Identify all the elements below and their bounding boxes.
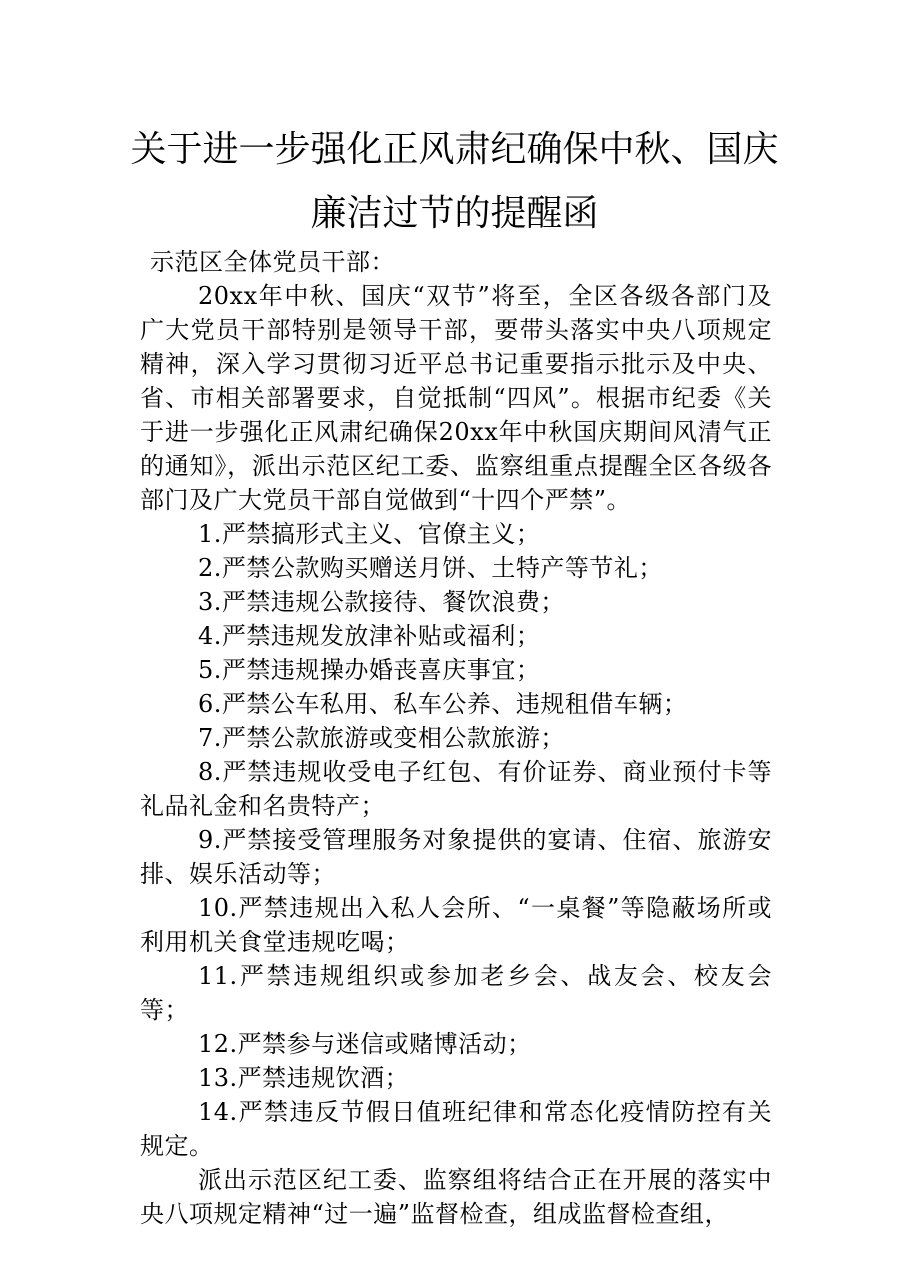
prohibition-item-6: 6.严禁公车私用、私车公养、违规租借车辆； <box>198 690 688 718</box>
prohibition-item-3: 3.严禁违规公款接待、餐饮浪费； <box>198 588 565 616</box>
prohibition-item-1: 1.严禁搞形式主义、官僚主义； <box>198 520 541 548</box>
prohibition-item-2: 2.严禁公款购买赠送月饼、土特产等节礼； <box>198 554 663 582</box>
prohibition-item-9: 9.严禁接受管理服务对象提供的宴请、住宿、旅游安排、娱乐活动等； <box>140 826 772 888</box>
prohibition-item-11: 11.严禁违规组织或参加老乡会、战友会、校友会等； <box>140 962 772 1024</box>
intro-paragraph: 20xx年中秋、国庆“双节”将至，全区各级各部门及广大党员干部特别是领导干部，要带头落实中央八项规定精神，深入学习贯彻习近平总书记重要指示批示及中央、省、市相关部署要求，自觉抵制“四风”。根据市纪委《关于进一步强化正风肃纪确保20xx年中秋国庆期间风清气正的通知》，派出示范区纪工委、监察组重点提醒全区各级各部门及广大党员干部自觉做到“十四个严禁”。 <box>140 282 772 514</box>
prohibition-item-14: 14.严禁违反节假日值班纪律和常态化疫情防控有关规定。 <box>140 1098 772 1160</box>
prohibition-item-13: 13.严禁违规饮酒； <box>198 1064 410 1092</box>
salutation: 示范区全体党员干部： <box>150 248 395 276</box>
prohibition-item-7: 7.严禁公款旅游或变相公款旅游； <box>198 724 565 752</box>
document-title-line-2: 廉洁过节的提醒函 <box>310 193 599 234</box>
document-title-line-1: 关于进一步强化正风肃纪确保中秋、国庆 <box>130 129 779 170</box>
prohibition-item-12: 12.严禁参与迷信或赌博活动； <box>198 1030 532 1058</box>
closing-paragraph: 派出示范区纪工委、监察组将结合正在开展的落实中央八项规定精神“过一遍”监督检查，组成监督检查组， <box>140 1166 772 1228</box>
prohibition-item-5: 5.严禁违规操办婚丧喜庆事宜； <box>198 656 541 684</box>
prohibition-item-8: 8.严禁违规收受电子红包、有价证券、商业预付卡等礼品礼金和名贵特产； <box>140 758 772 820</box>
prohibition-item-10: 10.严禁违规出入私人会所、“一桌餐”等隐蔽场所或利用机关食堂违规吃喝； <box>140 894 772 956</box>
prohibition-item-4: 4.严禁违规发放津补贴或福利； <box>198 622 541 650</box>
document-body <box>140 245 772 1231</box>
